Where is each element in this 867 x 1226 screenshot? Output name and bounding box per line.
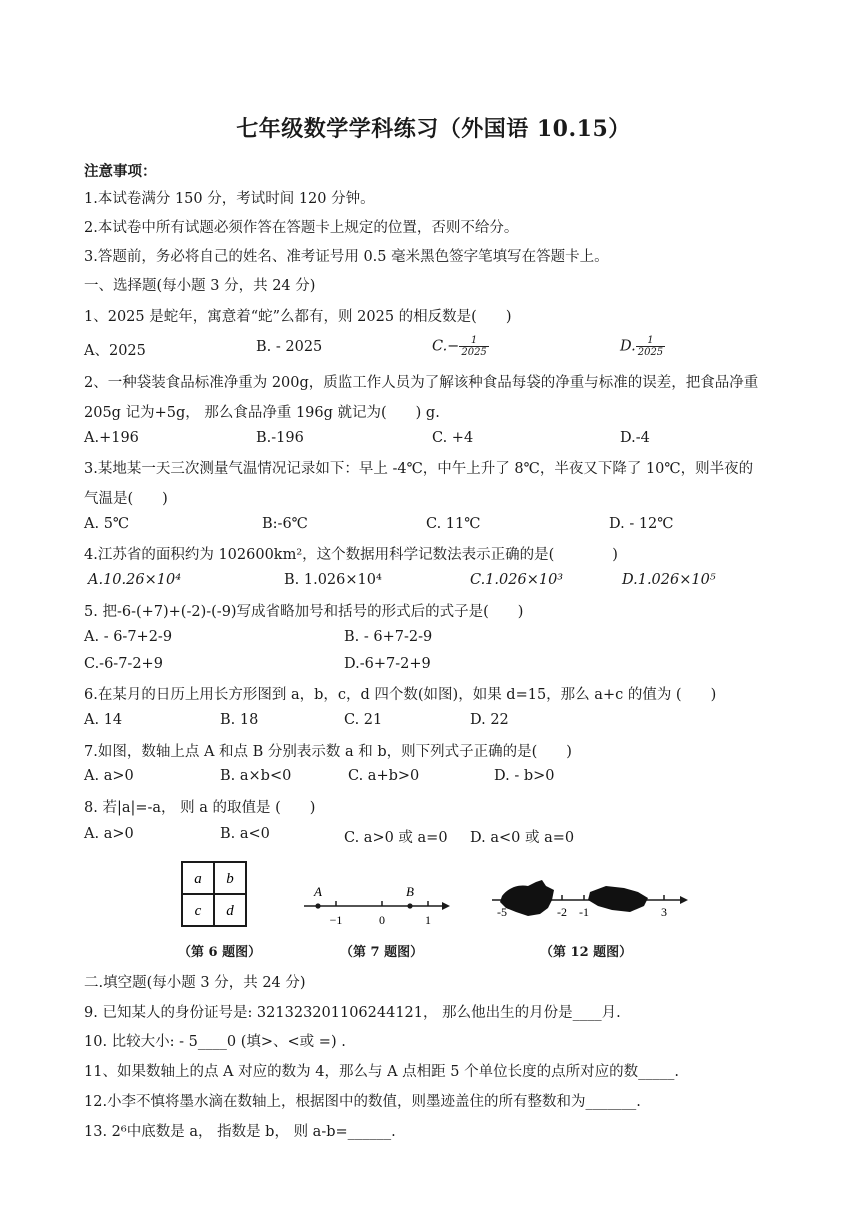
axis-arrow-icon	[442, 902, 450, 910]
q6-option-a: A. 14	[84, 712, 123, 728]
figure-6-grid	[178, 858, 250, 930]
point-b-dot	[407, 903, 412, 908]
q7-option-a: A. a>0	[84, 768, 134, 784]
axis-arrow-icon	[680, 896, 688, 904]
tick-label: −1	[329, 913, 343, 927]
q11-stem: 11、如果数轴上的点 A 对应的数为 4，那么与 A 点相距 5 个单位长度的点所对应的数_____.	[84, 1064, 679, 1080]
tick-label: 0	[379, 913, 385, 927]
q5-stem: 5. 把-6-(+7)+(-2)-(-9)写成省略加号和括号的形式后的式子是( )	[84, 604, 524, 620]
point-b-label: B	[406, 884, 414, 899]
q2-option-d: D.-4	[620, 430, 650, 446]
q4-stem: 4.江苏省的面积约为 102600km²，这个数据用科学记数法表示正确的是( )	[84, 547, 618, 563]
q3-stem-line1: 3.某地某一天三次测量气温情况记录如下：早上 -4℃，中午上升了 8℃，半夜又下降了 10℃，则半夜的	[84, 461, 754, 477]
q1-stem: 1、2025 是蛇年，寓意着“蛇”么都有，则 2025 的相反数是( )	[84, 309, 512, 325]
q5-option-c: C.-6-7-2+9	[84, 656, 163, 672]
grid-cell-b: b	[226, 871, 234, 887]
q7-option-d: D. - b>0	[494, 768, 555, 784]
q5-option-b: B. - 6+7-2-9	[344, 629, 433, 645]
q13-stem: 13. 2⁶中底数是 a， 指数是 b， 则 a-b=______.	[84, 1124, 396, 1140]
q2-option-b: B.-196	[256, 430, 304, 446]
q1-option-d-fraction	[636, 335, 665, 358]
grid-cell-a: a	[194, 871, 202, 887]
q8-option-a: A. a>0	[84, 826, 134, 842]
q6-option-c: C. 21	[344, 712, 383, 728]
note-item: 1.本试卷满分 150 分，考试时间 120 分钟。	[84, 191, 375, 207]
q2-stem-line2: 205g 记为+5g， 那么食品净重 196g 就记为( ) g.	[84, 405, 440, 421]
q5-option-a: A. - 6-7+2-9	[84, 629, 173, 645]
fraction-numerator: 1	[459, 335, 488, 347]
q4-option-c: C.1.026×10³	[470, 572, 564, 588]
q8-option-b: B. a<0	[220, 826, 270, 842]
q2-option-c: C. +4	[432, 430, 474, 446]
fraction-denominator: 2025	[461, 347, 487, 358]
figure-12-number-line	[488, 876, 693, 926]
fraction-numerator: 1	[636, 335, 665, 347]
q3-stem-line2: 气温是( )	[84, 491, 168, 507]
ink-blot-right	[588, 886, 648, 912]
point-a-label: A	[314, 884, 322, 899]
q3-option-b: B:-6℃	[262, 516, 308, 532]
q2-stem-line1: 2、一种袋装食品标准净重为 200g，质监工作人员为了解该种食品每袋的净重与标准的误差，把食品净重	[84, 375, 759, 391]
section2-heading: 二.填空题(每小题 3 分，共 24 分)	[84, 975, 306, 991]
fraction-denominator: 2025	[637, 347, 664, 358]
q1-option-c-prefix: C.−	[432, 338, 460, 355]
tick-label: 1	[425, 913, 431, 927]
point-a-dot	[315, 903, 320, 908]
q4-option-a: A.10.26×10⁴	[88, 572, 182, 588]
page-title: 七年级数学学科练习（外国语 10.15）	[236, 116, 631, 142]
q12-stem: 12.小李不慎将墨水滴在数轴上，根据图中的数值，则墨迹盖住的所有整数和为_______.	[84, 1094, 641, 1110]
tick-label: 3	[661, 905, 667, 919]
q3-option-a: A. 5℃	[84, 516, 130, 532]
ink-blot-left	[500, 880, 554, 916]
q1-option-a: A、2025	[84, 343, 146, 359]
q7-stem: 7.如图，数轴上点 A 和点 B 分别表示数 a 和 b，则下列式子正确的是( )	[84, 744, 572, 760]
q3-option-d: D. - 12℃	[609, 516, 674, 532]
q1-option-b: B. - 2025	[256, 339, 323, 355]
section1-heading: 一、选择题(每小题 3 分，共 24 分)	[84, 278, 316, 294]
q7-option-c: C. a+b>0	[348, 768, 420, 784]
figure-7-number-line	[300, 880, 455, 930]
q1-option-d-prefix: D.	[620, 338, 636, 355]
q8-stem: 8. 若|a|=-a， 则 a 的取值是 ( )	[84, 800, 316, 816]
figure-12-caption: （第 12 题图）	[540, 945, 633, 960]
figure-7-caption: （第 7 题图）	[340, 945, 424, 960]
tick-label: -2	[557, 905, 567, 919]
figure-6-caption: （第 6 题图）	[178, 945, 262, 960]
note-item: 2.本试卷中所有试题必须作答在答题卡上规定的位置，否则不给分。	[84, 220, 519, 236]
tick-label: -5	[497, 905, 507, 919]
q7-option-b: B. a×b<0	[220, 768, 292, 784]
q2-option-a: A.+196	[84, 430, 139, 446]
q9-stem: 9. 已知某人的身份证号是: 321323201106244121， 那么他出生的月份是____月.	[84, 1005, 621, 1021]
q4-option-d: D.1.026×10⁵	[622, 572, 716, 588]
tick-label: -1	[579, 905, 589, 919]
grid-cell-d: d	[226, 903, 234, 919]
q6-stem: 6.在某月的日历上用长方形图到 a，b，c，d 四个数(如图)，如果 d=15，那么 a+c 的值为 ( )	[84, 687, 717, 703]
note-item: 3.答题前，务必将自己的姓名、准考证号用 0.5 毫米黑色签字笔填写在答题卡上。	[84, 249, 609, 265]
q6-option-b: B. 18	[220, 712, 259, 728]
q6-option-d: D. 22	[470, 712, 509, 728]
q5-option-d: D.-6+7-2+9	[344, 656, 431, 672]
notes-heading: 注意事项：	[84, 163, 157, 180]
q8-option-c: C. a>0 或 a=0	[344, 830, 448, 846]
q1-option-d	[620, 335, 665, 358]
q1-option-c-fraction	[459, 335, 488, 358]
q1-option-c	[432, 335, 489, 358]
grid-cell-c: c	[194, 903, 202, 919]
q10-stem: 10. 比较大小: - 5____0 (填>、<或 =) .	[84, 1034, 346, 1050]
q4-option-b: B. 1.026×10⁴	[284, 572, 382, 588]
q3-option-c: C. 11℃	[426, 516, 481, 532]
q8-option-d: D. a<0 或 a=0	[470, 830, 575, 846]
